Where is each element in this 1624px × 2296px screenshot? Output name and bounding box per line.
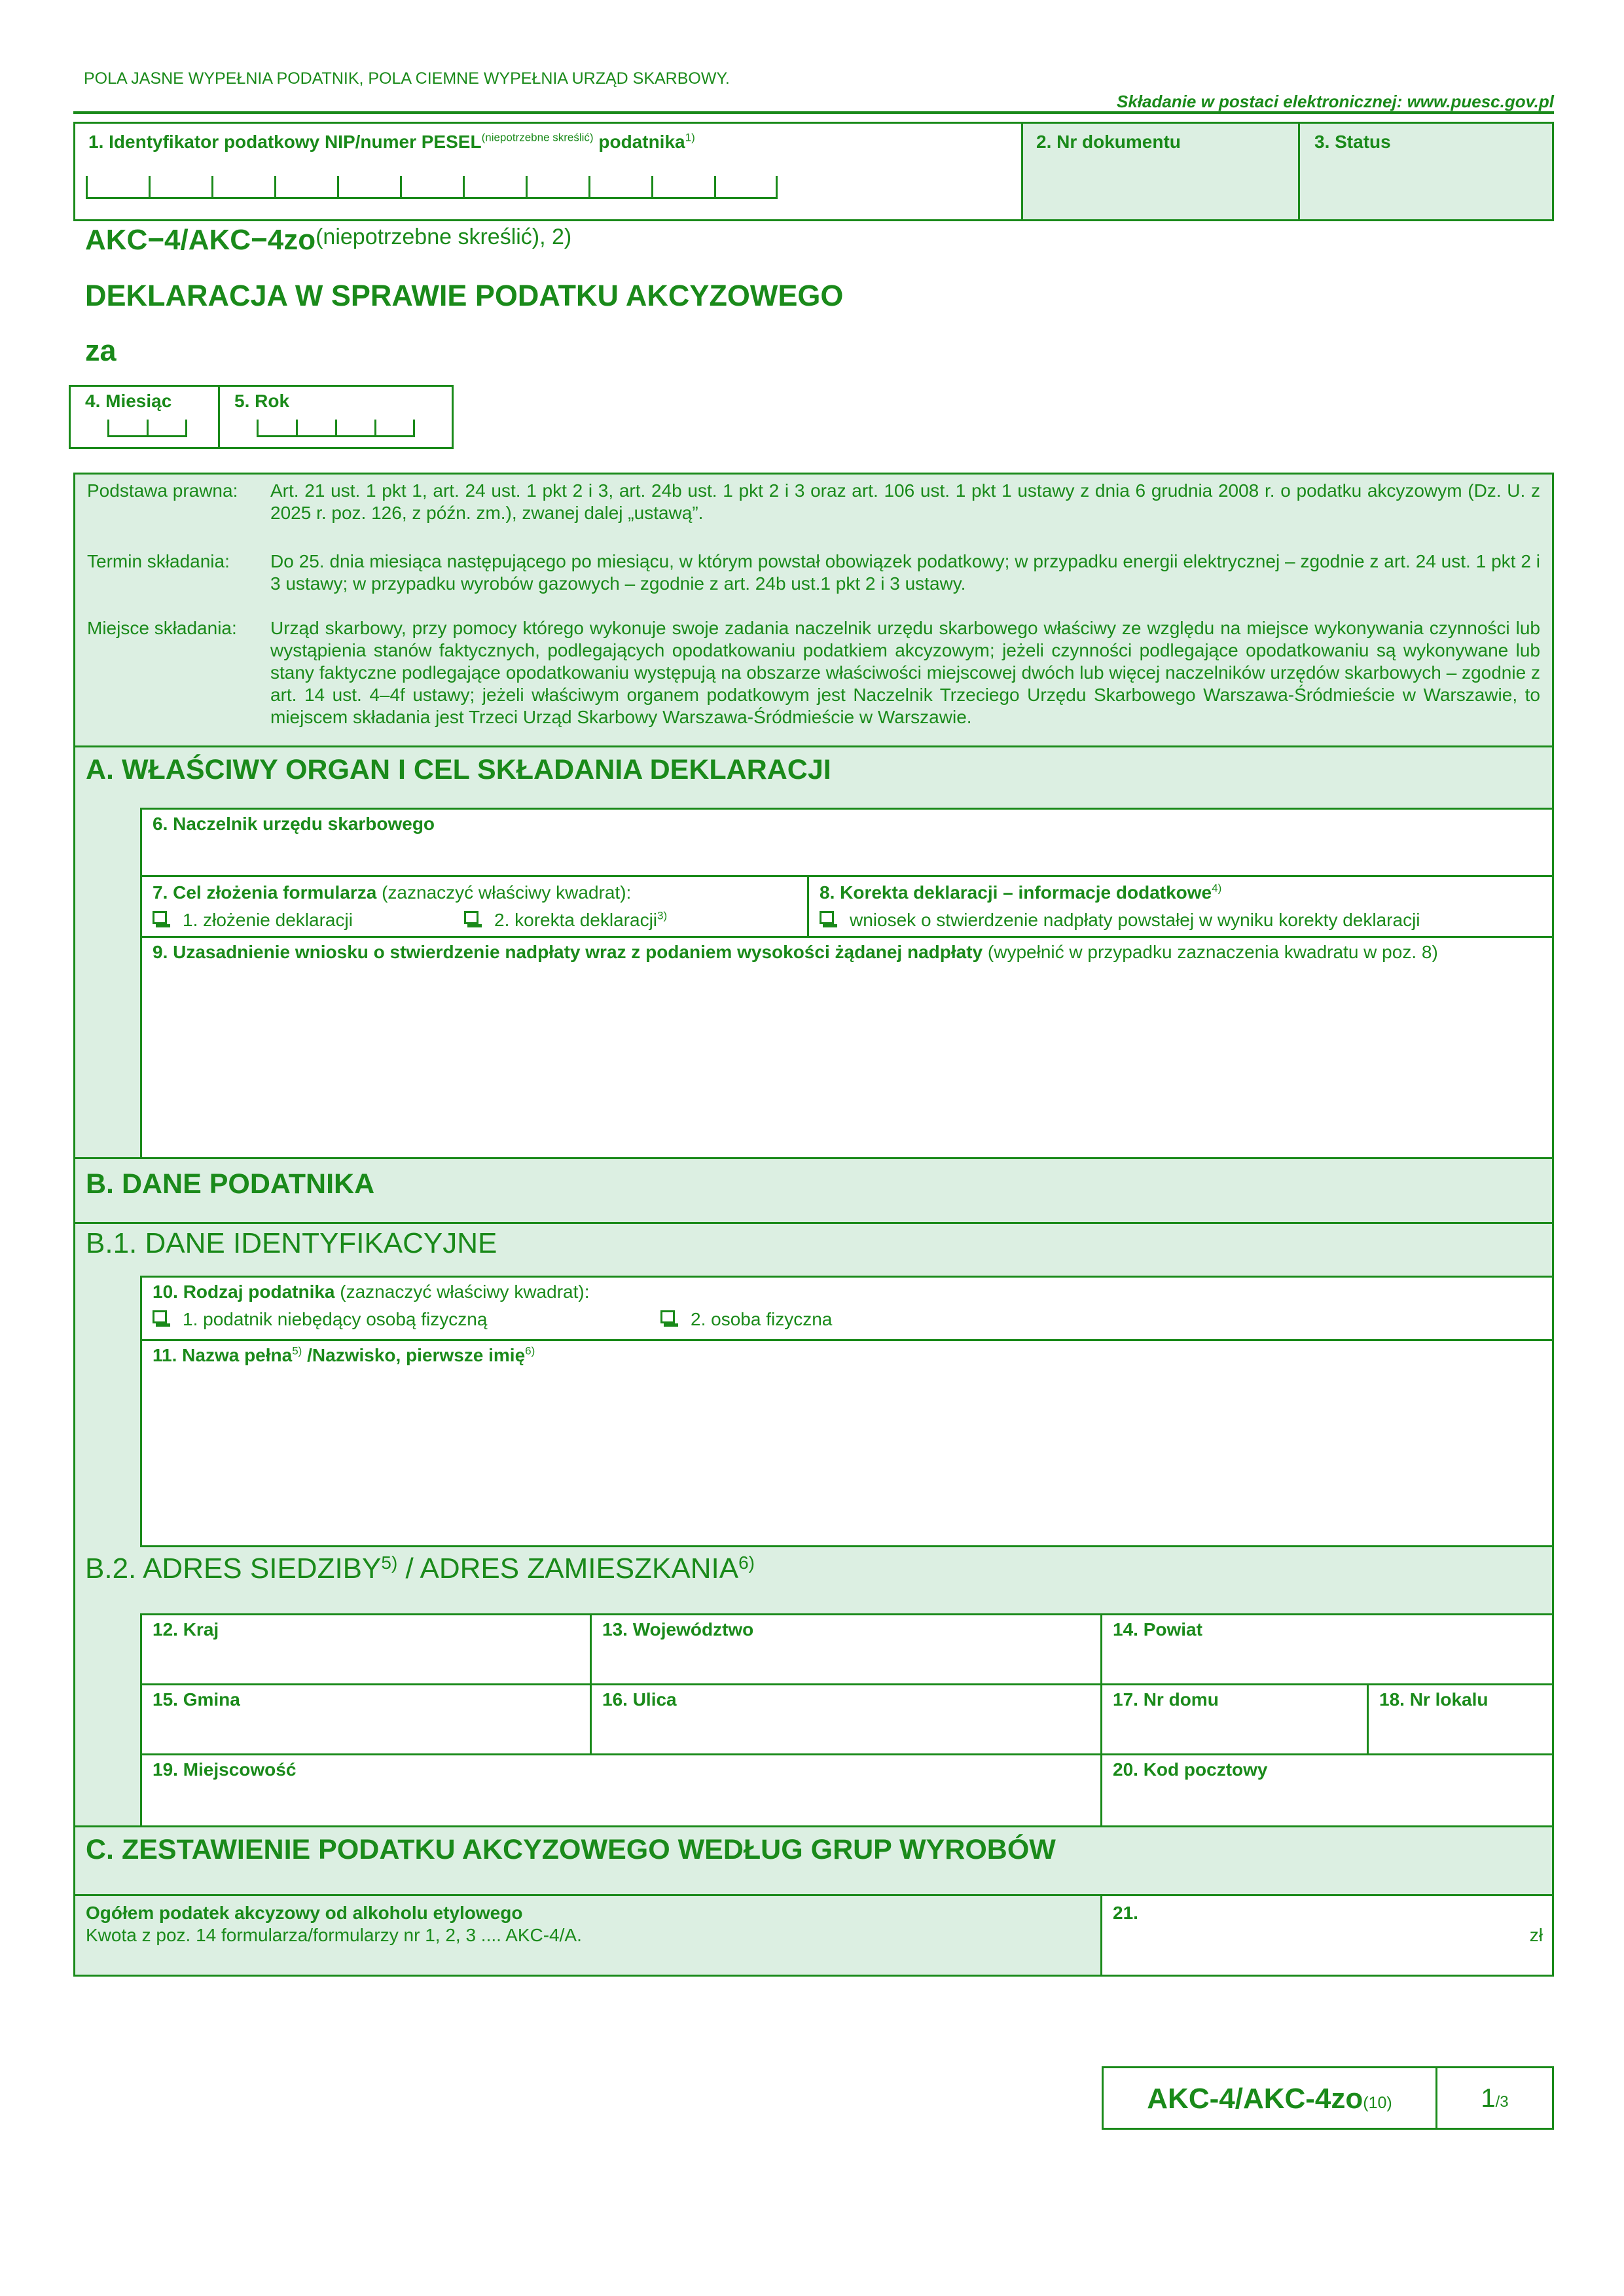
month-digit-boxes[interactable] (107, 417, 187, 437)
field-2-label: 2. Nr dokumentu (1036, 132, 1181, 152)
field-3-status (1298, 122, 1554, 221)
field-7-purpose (140, 875, 809, 938)
top-note: POLA JASNE WYPEŁNIA PODATNIK, POLA CIEMNE WYPEŁNIA URZĄD SKARBOWY. (84, 69, 730, 88)
checkbox-correction[interactable] (464, 911, 482, 928)
alcohol-tax-title: Ogółem podatek akcyzowy od alkoholu etylowego (86, 1903, 523, 1923)
currency-label: zł (1529, 1925, 1543, 1945)
field-1-label: 1. Identyfikator podatkowy NIP/numer $PESEL^{(niepotrzebne skreślić)}$ podatnika$^{1)}$ (88, 131, 695, 152)
field-4-label: 4. Miesiąc (85, 391, 172, 411)
field-8-label: 8. Korekta deklaracji – informacje dodatkowe$^{4)}$ (820, 882, 1222, 903)
legal-info-box (73, 473, 1554, 747)
field-20-label: 20. Kod pocztowy (1113, 1759, 1268, 1780)
field-6-label: 6. Naczelnik urzędu skarbowego (153, 814, 435, 834)
field-17-house-number[interactable] (1100, 1683, 1369, 1755)
field-10-label: 10. Rodzaj podatnika (zaznaczyć właściwy kwadrat): (153, 1282, 590, 1302)
field-17-label: 17. Nr domu (1113, 1689, 1219, 1710)
field-18-apartment-number[interactable] (1367, 1683, 1554, 1755)
checkbox-submission[interactable] (153, 911, 171, 928)
field-15-label: 15. Gmina (153, 1689, 240, 1710)
field-7-label: 7. Cel złożenia formularza (zaznaczyć właściwy kwadrat): (153, 882, 632, 903)
footer-page-text: 1/3 (1481, 2084, 1509, 2113)
option-non-natural-person[interactable]: 1. podatnik niebędący osobą fizyczną (153, 1309, 487, 1330)
field-2-document-number (1021, 122, 1300, 221)
field-9-justification[interactable] (140, 936, 1554, 1159)
declaration-title: DEKLARACJA W SPRAWIE PODATKU AKCYZOWEGO (85, 279, 844, 312)
checkbox-non-natural-person[interactable] (153, 1310, 171, 1327)
section-a-title: A. WŁAŚCIWY ORGAN I CEL SKŁADANIA DEKLARACJI (86, 754, 831, 785)
field-21-amount[interactable] (1100, 1894, 1554, 1977)
field-21-label: 21. (1113, 1903, 1138, 1923)
header-rule (73, 111, 1554, 114)
checkbox-natural-person[interactable] (660, 1310, 679, 1327)
place-label: Miejsce składania: (87, 618, 237, 638)
electronic-note: Składanie w postaci elektronicznej: www.puesc.gov.pl (1116, 92, 1554, 111)
deadline-text: Do 25. dnia miesiąca następującego po miesiącu, w którym powstał obowiązek podatkowy; w przypadku energii elektrycznej – zgodnie z art. 24 ust. 1 pkt 2 i 3 ustawy; w przypadku wyrobów gazowych – zgodnie z art. 24b ust.1 pkt 2 i 3 ustawy. (270, 551, 1540, 594)
field-19-label: 19. Miejscowość (153, 1759, 297, 1780)
section-b-divider (75, 1222, 1552, 1224)
field-20-postal-code[interactable] (1100, 1753, 1554, 1827)
place-text: Urząd skarbowy, przy pomocy którego wykonuje swoje zadania naczelnik urzędu skarbowego właściwy ze względu na miejsce wykonywania czynności lub wystąpienia stanów faktycznych, podlegających opodatkowaniu podatkiem akcyzowym; jeżeli czynności podlegające opodatkowaniu są wykonywane lub stany faktyczne podlegające opodatkowaniu występują na obszarze właściwości miejscowej dwóch lub więcej naczelników urzędów skarbowych – zgodnie z art. 14 ust. 4–4f ustawy; jeżeli właściwym organem podatkowym jest Naczelnik Trzeciego Urzędu Skarbowego Warszawa-Śródmieście w Warszawie, to miejscem składania jest Trzeci Urząd Skarbowy Warszawa-Śródmieście w Warszawie. (270, 618, 1540, 727)
deadline-label: Termin składania: (87, 551, 230, 571)
field-13-voivodeship[interactable] (590, 1613, 1102, 1685)
checkbox-overpayment-request[interactable] (820, 911, 838, 928)
footer-page-number (1435, 2066, 1554, 2130)
section-c (73, 1825, 1554, 1896)
field-9-label: 9. Uzasadnienie wniosku o stwierdzenie nadpłaty wraz z podaniem wysokości żądanej nadpłaty (wypełnić w przypadku zaznaczenia kwadratu w poz. 8) (153, 942, 1438, 962)
field-11-label: 11. Nazwa pełna$^{5)}$ /Nazwisko, pierwsze imię$^{6)}$ (153, 1344, 535, 1365)
section-b1-title: B.1. DANE IDENTYFIKACYJNE (86, 1227, 497, 1259)
legal-basis-text: Art. 21 ust. 1 pkt 1, art. 24 ust. 1 pkt 2 i 3, art. 24b ust. 1 pkt 2 i 3 oraz art. 106 ust. 1 pkt 1 ustawy z dnia 6 grudnia 2008 r. o podatku akcyzowym (Dz. U. z 2025 r. poz. 126, z późn. zm.), zwanej dalej „ustawą”. (270, 480, 1540, 523)
alcohol-tax-row (73, 1894, 1102, 1977)
field-10-taxpayer-type (140, 1276, 1554, 1341)
field-4-month[interactable] (69, 385, 220, 449)
period-for-label: za (85, 334, 117, 367)
field-5-year[interactable] (218, 385, 454, 449)
section-c-title: C. ZESTAWIENIE PODATKU AKCYZOWEGO WEDŁUG GRUP WYROBÓW (86, 1834, 1056, 1865)
field-19-city[interactable] (140, 1753, 1102, 1827)
form-code-title: AKC−4/AKC−4zo(niepotrzebne skreślić), 2) (85, 224, 572, 256)
legal-basis-label: Podstawa prawna: (87, 480, 238, 501)
field-16-street[interactable] (590, 1683, 1102, 1755)
field-1-nip-pesel[interactable] (73, 122, 1023, 221)
field-6-tax-office[interactable] (140, 808, 1554, 877)
section-b-title: B. DANE PODATNIKA (86, 1168, 375, 1200)
option-submission[interactable]: 1. złożenie deklaracji (153, 910, 353, 931)
field-12-country[interactable] (140, 1613, 592, 1685)
field-13-label: 13. Województwo (602, 1619, 754, 1640)
field-5-label: 5. Rok (234, 391, 290, 411)
option-correction[interactable]: 2. korekta deklaracji$^{3)}$ (464, 910, 667, 931)
footer-code-text: AKC-4/AKC-4zo(10) (1147, 2083, 1392, 2115)
alcohol-tax-subtitle: Kwota z poz. 14 formularza/formularzy nr 1, 2, 3 .... AKC-4/A. (86, 1925, 582, 1945)
footer-form-code (1102, 2066, 1437, 2130)
nip-digit-boxes[interactable] (86, 173, 778, 199)
field-8-correction-info (807, 875, 1554, 938)
field-16-label: 16. Ulica (602, 1689, 677, 1710)
field-11-full-name[interactable] (140, 1339, 1554, 1547)
field-3-label: 3. Status (1314, 132, 1391, 152)
option-overpayment-request[interactable]: wniosek o stwierdzenie nadpłaty powstałej w wyniku korekty deklaracji (820, 910, 1420, 931)
section-b2-title: B.2. ADRES SIEDZIBY$^{5)}$ / ADRES ZAMIESZKANIA$^{6)}$ (85, 1552, 755, 1585)
option-natural-person[interactable]: 2. osoba fizyczna (660, 1309, 832, 1330)
field-12-label: 12. Kraj (153, 1619, 219, 1640)
field-14-district[interactable] (1100, 1613, 1554, 1685)
field-15-commune[interactable] (140, 1683, 592, 1755)
year-digit-boxes[interactable] (257, 417, 415, 437)
field-14-label: 14. Powiat (1113, 1619, 1202, 1640)
field-18-label: 18. Nr lokalu (1379, 1689, 1489, 1710)
